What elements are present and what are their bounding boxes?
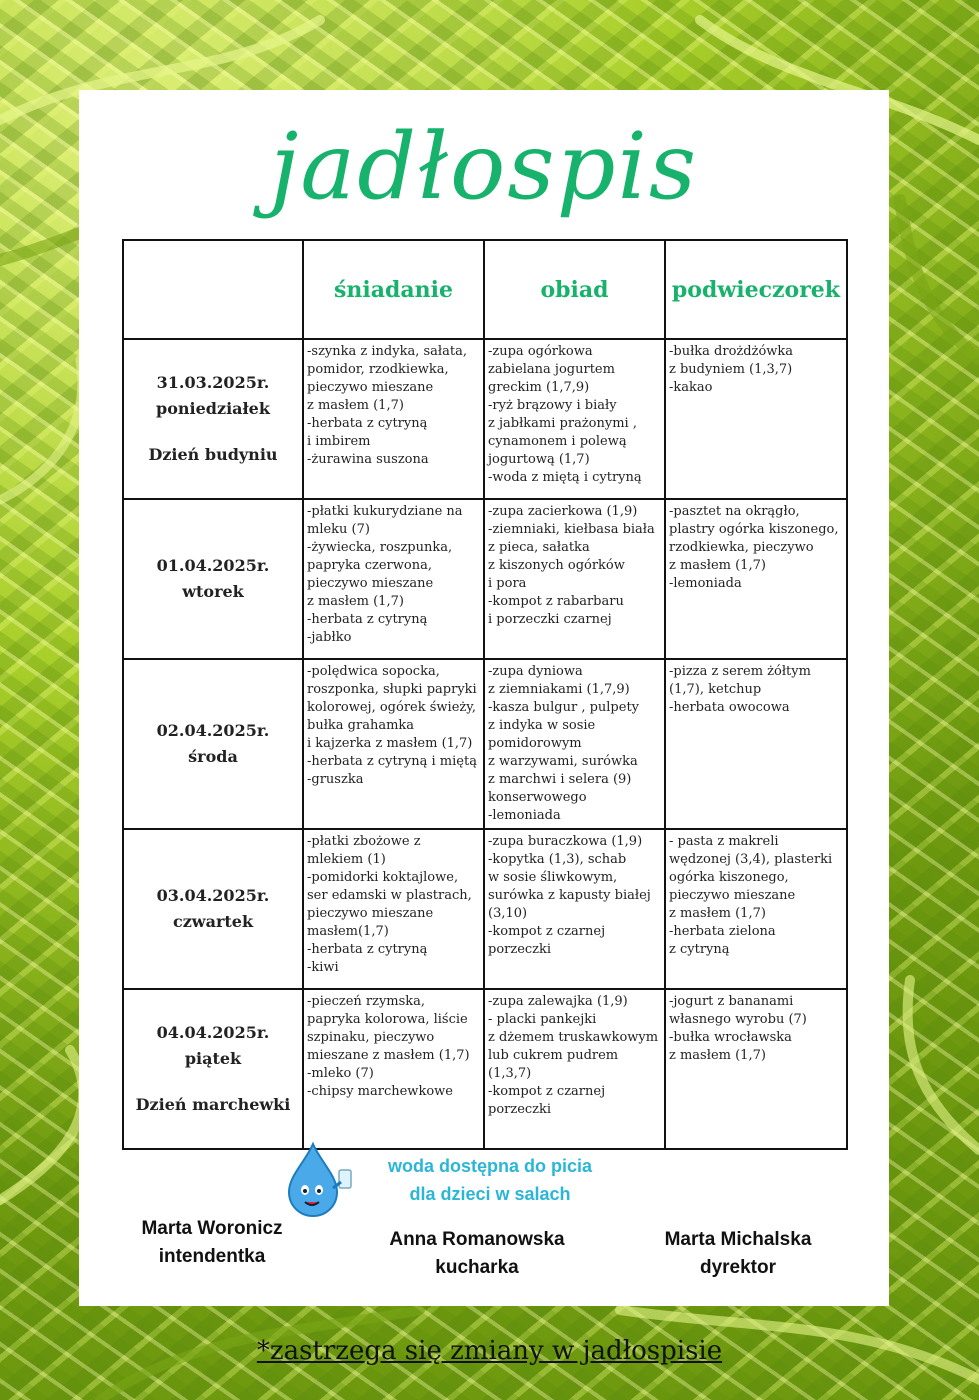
menu-item-line: -jogurt z bananami własnego wyrobu (7) xyxy=(669,994,807,1027)
breakfast-cell xyxy=(303,339,484,499)
menu-item-line: z dżemem truskawkowym lub cukrem pudrem (1,3,7) xyxy=(488,1030,659,1081)
signature-role: intendentka xyxy=(158,1246,266,1267)
menu-item-line: w sosie śliwkowym, surówka z kapusty białej (3,10) xyxy=(488,870,651,921)
menu-item-line: -kompot z czarnej porzeczki xyxy=(488,1084,606,1117)
header-breakfast: śniadanie xyxy=(303,240,484,339)
menu-item-line: z indyka w sosie pomidorowym xyxy=(488,718,596,751)
menu-item-line: -szynka z indyka, sałata, pomidor, rzodkiewka, xyxy=(307,344,467,377)
footnote: *zastrzega się zmiany w jadłospisie xyxy=(256,1336,723,1366)
menu-item-line: - placki pankejki xyxy=(488,1012,597,1027)
menu-item-line: -ryż brązowy i biały xyxy=(488,398,617,413)
day-theme: Dzień budyniu xyxy=(148,445,278,464)
day-weekday: środa xyxy=(188,747,238,766)
menu-item-line: -zupa zacierkowa (1,9) xyxy=(488,504,638,519)
menu-item-line: i pora xyxy=(488,576,527,591)
day-weekday: piątek xyxy=(184,1049,242,1068)
snack-cell xyxy=(665,499,847,659)
menu-item-line: -zupa ogórkowa xyxy=(488,344,593,359)
snack-cell xyxy=(665,659,847,829)
menu-item-line: -bułka drożdżówka xyxy=(669,344,794,359)
menu-item-line: -zupa buraczkowa (1,9) xyxy=(488,834,643,849)
day-row xyxy=(123,339,847,499)
menu-item-line: -herbata z cytryną xyxy=(307,416,428,431)
menu-item-line: -woda z miętą i cytryną xyxy=(488,470,642,485)
header-lunch: obiad xyxy=(484,240,665,339)
menu-item-line: -herbata z cytryną i miętą xyxy=(307,754,477,769)
header-snack: podwieczorek xyxy=(665,240,847,339)
menu-item-line: i kajzerka z masłem (1,7) xyxy=(307,736,473,751)
menu-item-line: i porzeczki czarnej xyxy=(488,612,612,627)
menu-item-line: z masłem (1,7) xyxy=(669,558,766,573)
page-title: jadłospis xyxy=(269,113,699,220)
menu-item-line: -płatki kukurydziane na mleku (7) xyxy=(307,504,463,537)
menu-item-line: z jabłkami prażonymi , xyxy=(488,416,637,431)
day-cell xyxy=(123,829,303,989)
snack-cell xyxy=(665,989,847,1149)
snack-cell xyxy=(665,339,847,499)
menu-item-line: z ziemniakami (1,7,9) xyxy=(488,682,630,697)
menu-item-line: z marchwi i selera (9) konserwowego xyxy=(488,772,632,805)
menu-item-line: -lemoniada xyxy=(488,808,561,823)
signature-cook xyxy=(357,1226,597,1282)
menu-item-line: -kakao xyxy=(669,380,713,395)
menu-item-line: -kopytka (1,3), schab xyxy=(488,852,627,867)
menu-item-line: greckim (1,7,9) xyxy=(488,380,590,395)
menu-item-line: -polędwica sopocka, roszponka, słupki papryki kolorowej, ogórek świeży, bułka grahamka xyxy=(307,664,477,733)
menu-item-line: z masłem (1,7) xyxy=(669,906,766,921)
signature-name: Anna Romanowska xyxy=(389,1229,565,1250)
menu-item-line: zabielana jogurtem xyxy=(488,362,615,377)
header-row xyxy=(123,240,847,339)
signature-role: dyrektor xyxy=(699,1257,777,1278)
day-cell xyxy=(123,499,303,659)
menu-item-line: -lemoniada xyxy=(669,576,742,591)
menu-item-line: -jabłko xyxy=(307,630,352,645)
day-date: 02.04.2025r. xyxy=(156,721,270,740)
day-weekday: wtorek xyxy=(182,582,244,601)
menu-item-line: z budyniem (1,3,7) xyxy=(669,362,793,377)
menu-item-line: - pasta z makreli wędzonej (3,4), plasterki ogórka kiszonego, pieczywo mieszane xyxy=(669,834,833,903)
breakfast-cell xyxy=(303,499,484,659)
menu-item-line: -kasza bulgur , pulpety xyxy=(488,700,640,715)
menu-item-line: -pasztet na okrągło, plastry ogórka kiszonego, rzodkiewka, pieczywo xyxy=(669,504,839,555)
day-theme: Dzień marchewki xyxy=(135,1095,291,1114)
menu-item-line: -pomidorki koktajlowe, ser edamski w plastrach, pieczywo mieszane masłem(1,7) xyxy=(307,870,472,939)
menu-item-line: z cytryną xyxy=(669,942,730,957)
menu-item-line: -kompot z rabarbaru xyxy=(488,594,624,609)
menu-item-line: -żurawina suszona xyxy=(307,452,429,467)
menu-item-line: -płatki zbożowe z mlekiem (1) xyxy=(307,834,421,867)
menu-item-line: z kiszonych ogórków xyxy=(488,558,625,573)
breakfast-cell xyxy=(303,829,484,989)
breakfast-cell xyxy=(303,659,484,829)
menu-item-line: i imbirem xyxy=(307,434,371,449)
menu-item-line: -herbata owocowa xyxy=(669,700,790,715)
menu-item-line: pieczywo mieszane xyxy=(307,576,434,591)
menu-item-line: z warzywami, surówka xyxy=(488,754,638,769)
menu-item-line: -herbata z cytryną xyxy=(307,612,428,627)
menu-item-line: -bułka wrocławska xyxy=(669,1030,792,1045)
menu-item-line: jogurtową (1,7) xyxy=(488,452,590,467)
menu-item-line: z masłem (1,7) xyxy=(307,398,404,413)
day-date: 04.04.2025r. xyxy=(156,1023,270,1042)
day-row xyxy=(123,829,847,989)
day-row xyxy=(123,659,847,829)
day-row xyxy=(123,499,847,659)
menu-item-line: -pieczeń rzymska, papryka kolorowa, liście szpinaku, pieczywo mieszane z masłem (1,7) xyxy=(307,994,470,1063)
menu-item-line: -gruszka xyxy=(307,772,364,787)
menu-item-line: z masłem (1,7) xyxy=(669,1048,766,1063)
menu-item-line: -kiwi xyxy=(307,960,339,975)
menu-item-line: -herbata zielona xyxy=(669,924,776,939)
day-cell xyxy=(123,989,303,1149)
header-empty xyxy=(123,240,303,339)
lunch-cell xyxy=(484,339,665,499)
lunch-cell xyxy=(484,499,665,659)
lunch-cell xyxy=(484,829,665,989)
day-date: 01.04.2025r. xyxy=(156,556,270,575)
day-weekday: poniedziałek xyxy=(156,399,270,418)
day-date: 03.04.2025r. xyxy=(156,886,270,905)
menu-item-line: cynamonem i polewą xyxy=(488,434,627,449)
menu-item-line: -mleko (7) xyxy=(307,1066,374,1081)
signature-director xyxy=(618,1226,858,1282)
menu-item-line: -pizza z serem żółtym (1,7), ketchup xyxy=(669,664,811,697)
day-row xyxy=(123,989,847,1149)
lunch-cell xyxy=(484,989,665,1149)
menu-item-line: -kompot z czarnej porzeczki xyxy=(488,924,606,957)
menu-item-line: -żywiecka, roszpunka, papryka czerwona, xyxy=(307,540,453,573)
signature-name: Marta Woronicz xyxy=(141,1218,283,1239)
day-date: 31.03.2025r. xyxy=(156,373,270,392)
menu-item-line: -zupa zalewajka (1,9) xyxy=(488,994,628,1009)
menu-item-line: -herbata z cytryną xyxy=(307,942,428,957)
signature-role: kucharka xyxy=(435,1257,519,1278)
day-cell xyxy=(123,339,303,499)
water-note-line2: dla dzieci w salach xyxy=(409,1184,571,1204)
menu-item-line: pieczywo mieszane xyxy=(307,380,434,395)
signature-name: Marta Michalska xyxy=(664,1229,812,1250)
menu-item-line: -zupa dyniowa xyxy=(488,664,583,679)
water-note-line1: woda dostępna do picia xyxy=(387,1156,593,1176)
menu-item-line: -chipsy marchewkowe xyxy=(307,1084,453,1099)
day-weekday: czwartek xyxy=(172,912,254,931)
snack-cell xyxy=(665,829,847,989)
lunch-cell xyxy=(484,659,665,829)
menu-item-line: z masłem (1,7) xyxy=(307,594,404,609)
breakfast-cell xyxy=(303,989,484,1149)
water-note xyxy=(350,1152,630,1208)
menu-item-line: -ziemniaki, kiełbasa biała z pieca, sałatka xyxy=(488,522,655,555)
day-cell xyxy=(123,659,303,829)
signature-intendent xyxy=(92,1215,332,1271)
menu-table xyxy=(122,239,848,1150)
